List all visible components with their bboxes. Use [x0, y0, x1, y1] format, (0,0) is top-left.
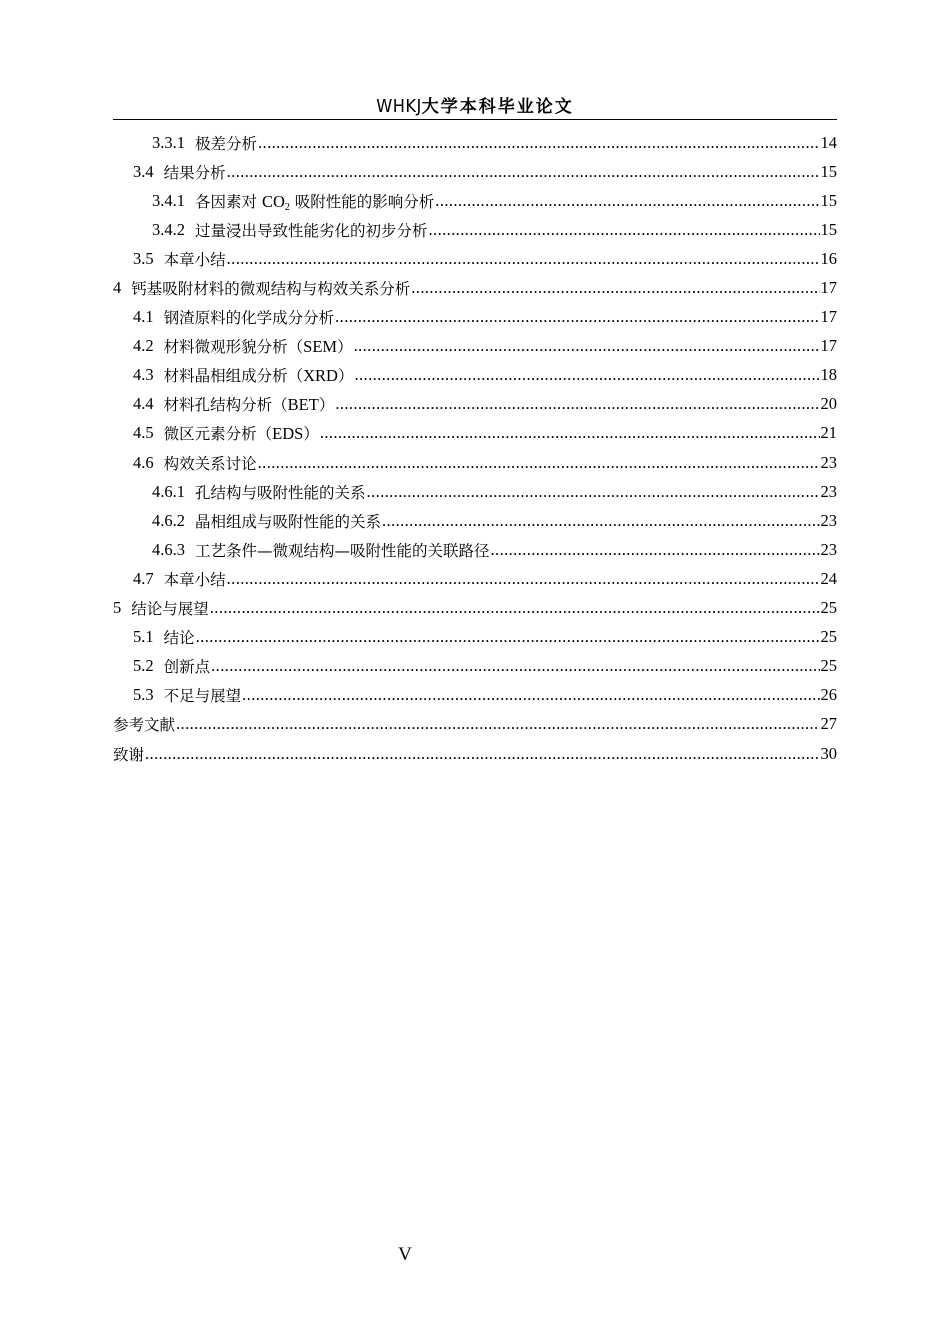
toc-dot-leader [335, 394, 819, 414]
toc-entry-page: 25 [820, 627, 837, 647]
toc-entry-number: 4.2 [133, 336, 154, 356]
toc-entry-title: 工艺条件—微观结构—吸附性能的关联路径 [195, 541, 490, 560]
toc-entry-title: 构效关系讨论 [163, 454, 257, 473]
toc-entry-title: 本章小结 [163, 570, 226, 589]
toc-entry-title [164, 364, 354, 386]
toc-entry[interactable] [113, 623, 837, 652]
toc-entry[interactable] [113, 710, 837, 739]
toc-dot-leader [227, 162, 820, 182]
toc-dot-leader [335, 307, 819, 327]
toc-entry-page: 23 [820, 539, 837, 559]
toc-entry-title-part: SEM [303, 337, 338, 357]
toc-entry[interactable] [113, 215, 837, 244]
toc-entry-page: 20 [820, 394, 837, 414]
toc-entry-number: 3.4.2 [152, 219, 185, 239]
toc-entry-title: 过量浸出导致性能劣化的初步分析 [195, 221, 428, 240]
toc-entry-title-part: 各因素对 [195, 192, 262, 211]
toc-dot-leader [242, 685, 819, 705]
toc-entry-page: 18 [820, 365, 837, 385]
toc-entry-title-part: EDS [272, 424, 304, 444]
toc-entry-title-part: 材料微观形貌分析（ [163, 338, 304, 357]
toc-dot-leader [367, 482, 820, 502]
toc-entry-number: 4.4 [133, 394, 154, 414]
toc-entry-number: 4.5 [133, 423, 154, 443]
toc-entry-title: 孔结构与吸附性能的关系 [195, 483, 366, 502]
toc-entry-number: 4.6.3 [152, 539, 185, 559]
toc-dot-leader [435, 191, 819, 211]
toc-entry[interactable] [113, 361, 837, 390]
toc-entry-number: 4 [113, 278, 122, 298]
toc-entry-number: 4.6.1 [152, 481, 185, 501]
toc-entry-title: 参考文献 [113, 716, 176, 735]
toc-dot-leader [211, 656, 819, 676]
toc-entry-page: 15 [820, 219, 837, 239]
toc-entry-title-part: 材料孔结构分析（ [163, 396, 288, 415]
toc-dot-leader [227, 249, 820, 269]
toc-entry-number: 3.3.1 [152, 132, 185, 152]
toc-entry-number: 5.2 [133, 656, 154, 676]
toc-dot-leader [176, 714, 819, 734]
toc-entry-page: 27 [820, 714, 837, 734]
toc-entry-title-part: ） [337, 338, 353, 357]
toc-dot-leader [145, 744, 819, 764]
toc-dot-leader [210, 598, 820, 618]
toc-entry-page: 17 [820, 307, 837, 327]
toc-entry-title: 致谢 [113, 745, 145, 764]
toc-entry[interactable] [113, 448, 837, 477]
toc-entry-title: 结论 [163, 629, 195, 648]
toc-entry-title [164, 422, 319, 444]
toc-entry[interactable] [113, 157, 837, 186]
toc-entry[interactable] [113, 681, 837, 710]
toc-entry-title-part: 2 [284, 201, 290, 213]
toc-entry-page: 14 [820, 132, 837, 152]
toc-entry-title [164, 335, 353, 357]
header-document-type: 大学本科毕业论文 [421, 97, 574, 117]
toc-entry-page: 17 [820, 336, 837, 356]
toc-entry-title: 不足与展望 [163, 687, 242, 706]
toc-entry-number: 3.4 [133, 161, 154, 181]
toc-entry[interactable] [113, 244, 837, 273]
toc-dot-leader [382, 511, 819, 531]
toc-entry-title-part: XRD [303, 366, 338, 386]
toc-entry-title-part: 微区元素分析（ [163, 425, 273, 444]
toc-entry[interactable] [113, 564, 837, 593]
toc-entry-page: 25 [820, 598, 837, 618]
toc-entry-title: 晶相组成与吸附性能的关系 [195, 512, 382, 531]
toc-entry-number: 4.3 [133, 365, 154, 385]
toc-entry-number: 5.1 [133, 627, 154, 647]
page-number: V [398, 1244, 412, 1265]
running-header [113, 94, 837, 120]
toc-entry-title-part: ） [337, 367, 354, 386]
toc-entry-page: 15 [820, 161, 837, 181]
toc-entry-page: 30 [820, 743, 837, 763]
toc-entry[interactable] [113, 535, 837, 564]
toc-entry-page: 25 [820, 656, 837, 676]
toc-entry-number: 4.1 [133, 307, 154, 327]
toc-entry-title: 本章小结 [163, 250, 226, 269]
toc-entry[interactable] [113, 506, 837, 535]
toc-dot-leader [196, 627, 820, 647]
toc-entry[interactable] [113, 594, 837, 623]
toc-entry-title: 结论与展望 [131, 600, 209, 619]
toc-dot-leader [411, 278, 819, 298]
toc-entry-number: 3.4.1 [152, 190, 185, 210]
toc-entry-page: 23 [820, 510, 837, 530]
toc-entry[interactable] [113, 652, 837, 681]
toc-entry-page: 23 [820, 481, 837, 501]
toc-entry[interactable] [113, 739, 837, 768]
toc-entry[interactable] [113, 273, 837, 302]
toc-entry-title [195, 190, 434, 212]
toc-entry-number: 5 [113, 598, 122, 618]
toc-entry-number: 4.7 [133, 568, 154, 588]
toc-entry-title: 创新点 [163, 658, 211, 677]
toc-entry-title-part: 材料晶相组成分析（ [163, 367, 304, 386]
toc-entry-title [164, 393, 335, 415]
toc-entry[interactable] [113, 128, 837, 157]
toc-entry-title-part: BET [287, 395, 319, 415]
toc-dot-leader [258, 453, 820, 473]
toc-dot-leader [258, 133, 819, 153]
toc-dot-leader [491, 540, 820, 560]
toc-entry-page: 17 [820, 278, 837, 298]
toc-dot-leader [355, 365, 820, 385]
toc-entry-number: 3.5 [133, 248, 154, 268]
toc-entry[interactable] [113, 332, 837, 361]
toc-entry-number: 4.6 [133, 452, 154, 472]
toc-entry[interactable] [113, 419, 837, 448]
toc-entry-page: 24 [820, 568, 837, 588]
toc-entry-page: 15 [820, 190, 837, 210]
toc-entry-title-part: ） [318, 396, 335, 415]
toc-entry-title-part: CO [261, 191, 285, 211]
toc-entry-title: 钙基吸附材料的微观结构与构效关系分析 [131, 280, 411, 299]
toc-dot-leader [354, 336, 820, 356]
toc-dot-leader [429, 220, 820, 240]
toc-entry[interactable] [113, 303, 837, 332]
toc-entry-title-part: 吸附性能的影响分析 [289, 192, 435, 211]
toc-entry[interactable] [113, 477, 837, 506]
toc-dot-leader [320, 423, 820, 443]
toc-entry-page: 16 [820, 248, 837, 268]
toc-entry-title-part: ） [303, 425, 319, 444]
toc-entry[interactable] [113, 390, 837, 419]
table-of-contents [113, 128, 837, 768]
toc-entry-page: 21 [820, 423, 837, 443]
toc-entry-number: 4.6.2 [152, 510, 185, 530]
toc-entry[interactable] [113, 186, 837, 215]
toc-entry-title: 结果分析 [163, 163, 226, 182]
toc-dot-leader [227, 569, 820, 589]
toc-entry-title: 钢渣原料的化学成分分析 [163, 309, 335, 328]
header-school-name: WHKJ [376, 96, 422, 117]
toc-entry-page: 26 [820, 685, 837, 705]
toc-entry-page: 23 [820, 452, 837, 472]
toc-entry-number: 5.3 [133, 685, 154, 705]
toc-entry-title: 极差分析 [195, 134, 258, 153]
